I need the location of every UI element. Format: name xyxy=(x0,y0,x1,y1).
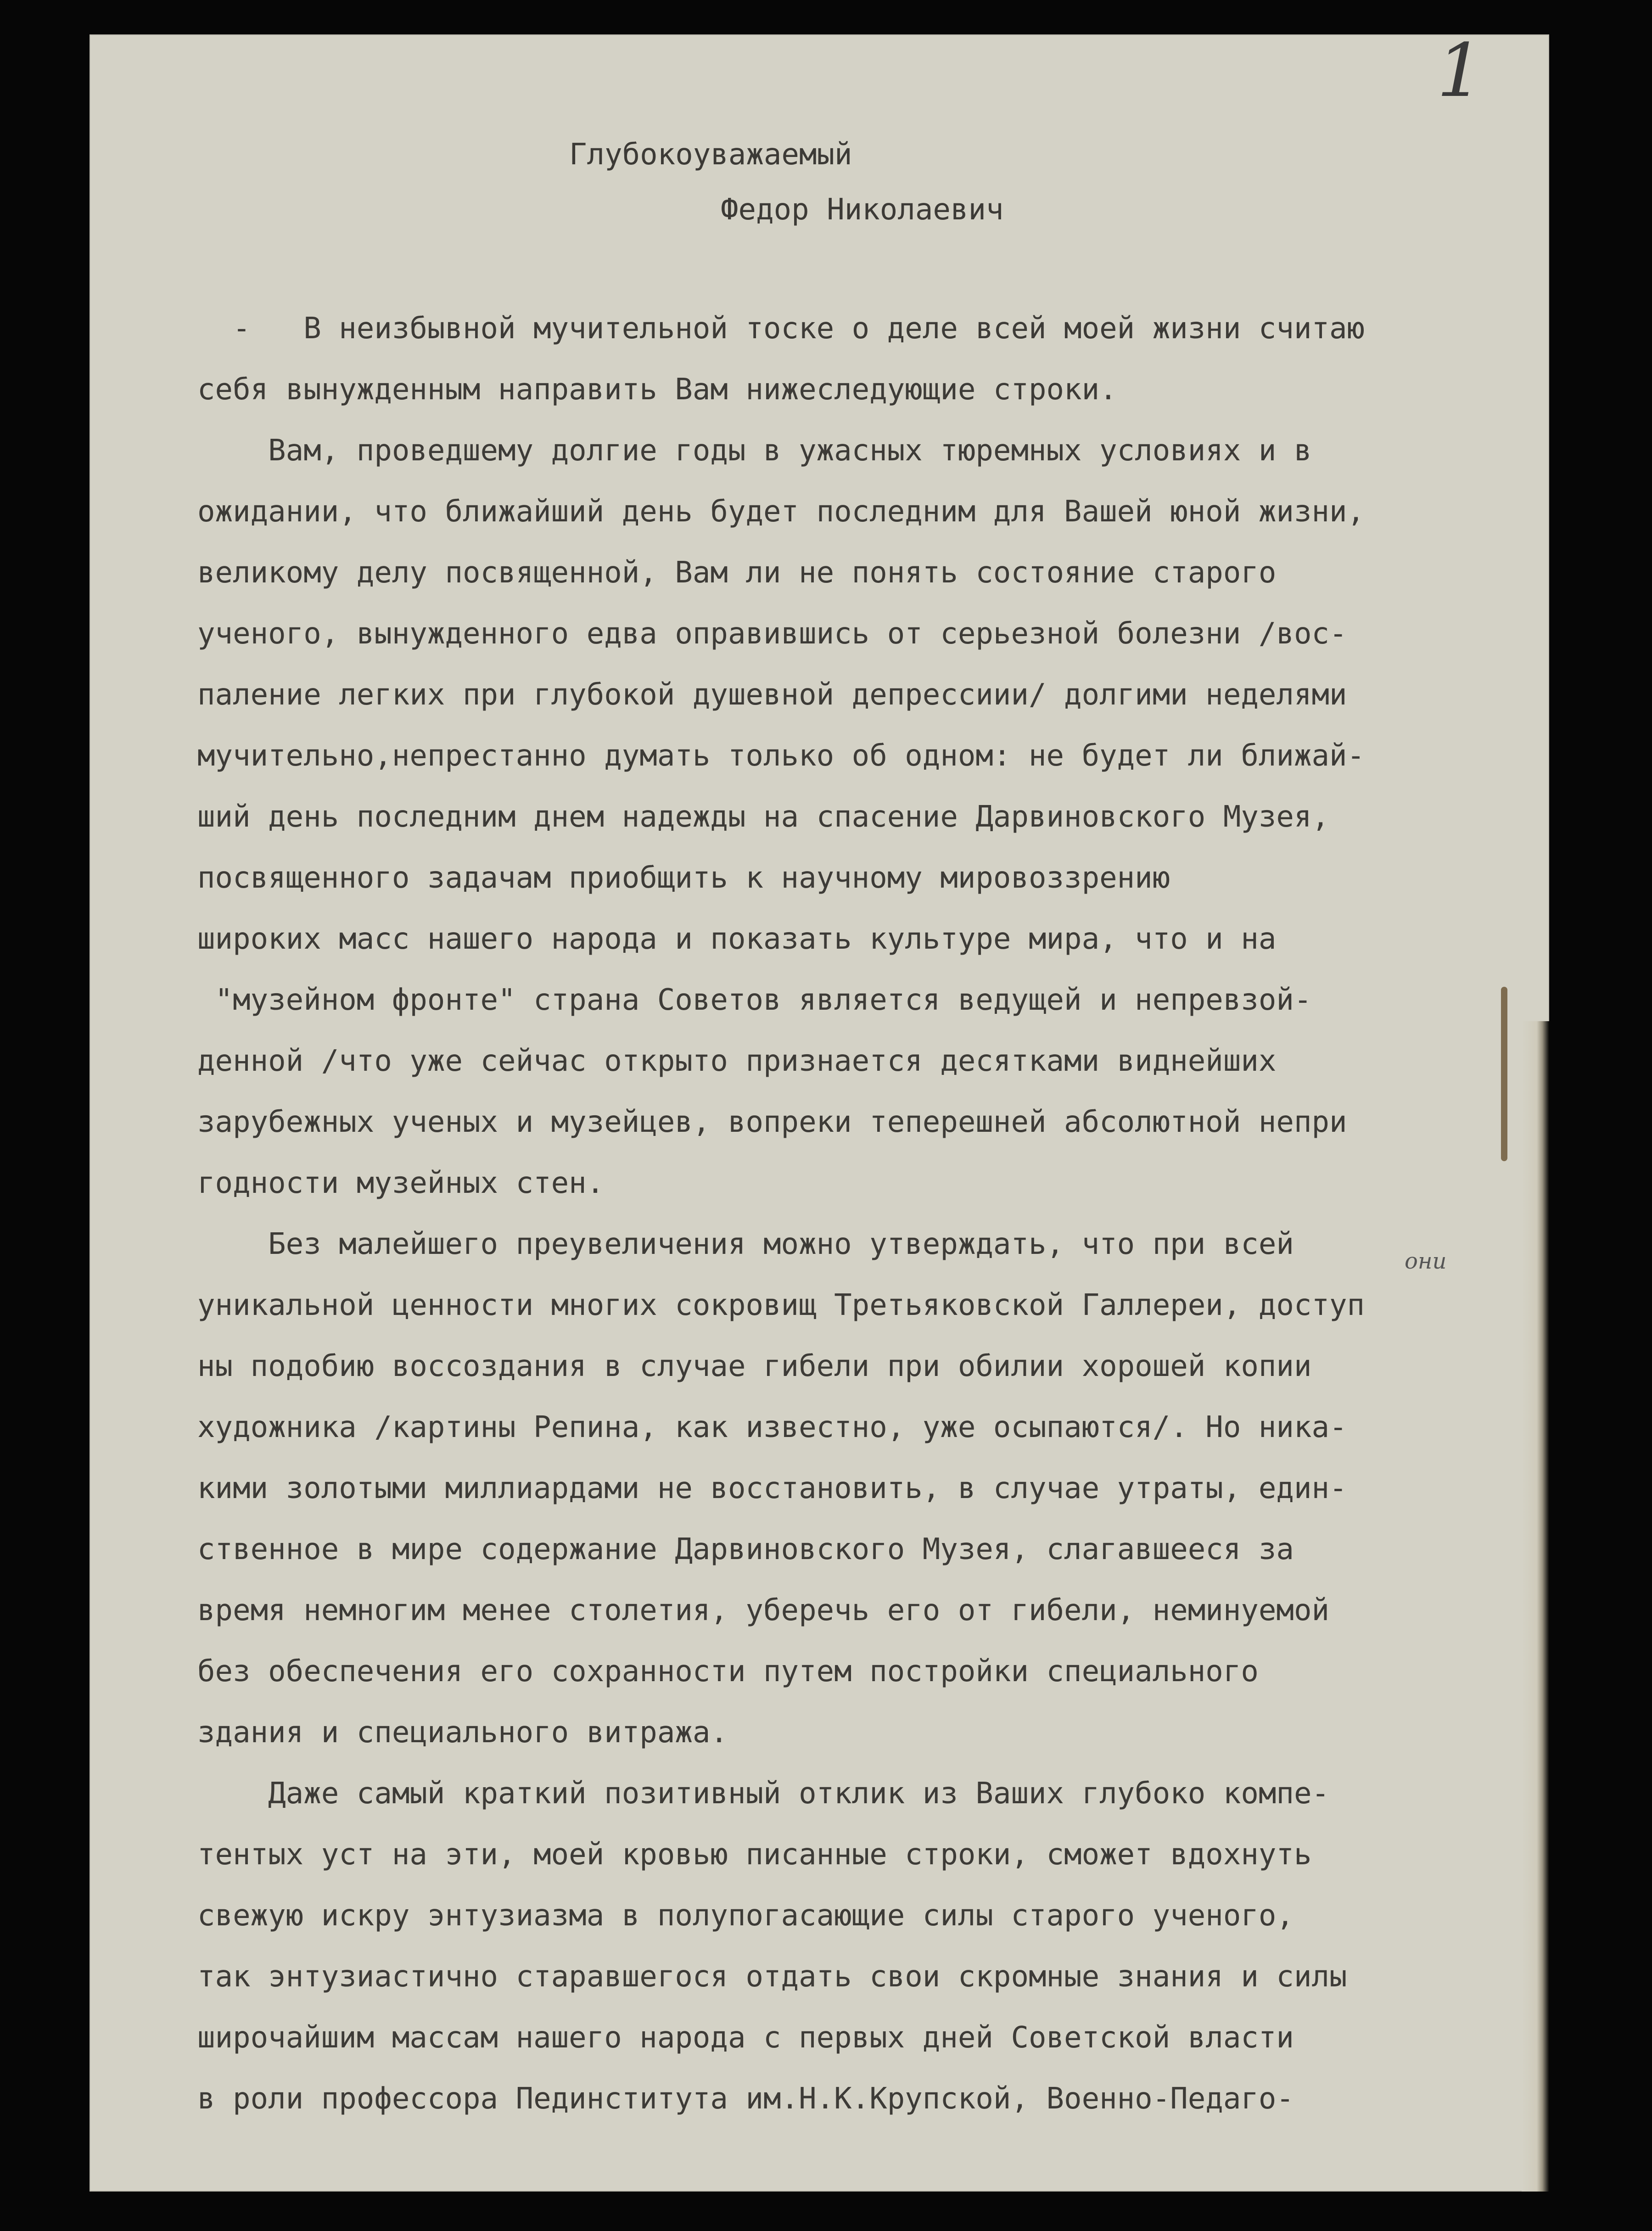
body-line: - В неизбывной мучительной тоске о деле всей моей жизни считаю xyxy=(197,312,1365,346)
handwritten-annotation: они xyxy=(1405,1248,1447,1274)
body-line: ший день последним днем надежды на спасение Дарвиновского Музея, xyxy=(197,800,1329,834)
body-line: художника /картины Репина, как известно, уже осыпаются/. Но ника- xyxy=(197,1410,1347,1444)
body-line: так энтузиастично старавшегося отдать свои скромные знания и силы xyxy=(197,1960,1347,1994)
body-line: Вам, проведшему долгие годы в ужасных тюремных условиях и в xyxy=(197,434,1312,468)
body-line: широких масс нашего народа и показать культуре мира, что и на xyxy=(197,922,1277,956)
body-line: ны подобию воссоздания в случае гибели при обилии хорошей копии xyxy=(197,1349,1312,1383)
body-line: мучительно,непрестанно думать только об одном: не будет ли ближай- xyxy=(197,739,1365,773)
salutation-line-1: Глубокоуважаемый xyxy=(569,138,852,172)
body-line: "музейном фронте" страна Советов является ведущей и непревзой- xyxy=(197,983,1312,1017)
body-line: кими золотыми миллиардами не восстановить, в случае утраты, един- xyxy=(197,1471,1347,1505)
body-line: ученого, вынужденного едва оправившись от серьезной болезни /вос- xyxy=(197,617,1347,651)
page-number: 1 xyxy=(1437,28,1484,113)
body-line: себя вынужденным направить Вам нижеследующие строки. xyxy=(197,373,1117,407)
body-line: время немногим менее столетия, уберечь его от гибели, неминуемой xyxy=(197,1594,1329,1627)
body-line: годности музейных стен. xyxy=(197,1166,605,1200)
body-line: Без малейшего преувеличения можно утверждать, что при всей xyxy=(197,1227,1294,1261)
body-line: зарубежных ученых и музейцев, вопреки теперешней абсолютной непри xyxy=(197,1105,1347,1139)
body-line: Даже самый краткий позитивный отклик из Ваших глубоко компе- xyxy=(197,1777,1329,1811)
letter-body xyxy=(197,298,1556,2130)
body-line: ственное в мире содержание Дарвиновского Музея, слагавшееся за xyxy=(197,1532,1294,1566)
body-line: уникальной ценности многих сокровищ Третьяковской Галлереи, доступ xyxy=(197,1288,1365,1322)
body-line: паление легких при глубокой душевной депрессиии/ долгими неделями xyxy=(197,678,1347,712)
body-line: без обеспечения его сохранности путем постройки специального xyxy=(197,1655,1259,1689)
body-line: тентых уст на эти, моей кровью писанные строки, сможет вдохнуть xyxy=(197,1838,1312,1872)
body-line: великому делу посвященной, Вам ли не понять состояние старого xyxy=(197,556,1277,590)
body-line: денной /что уже сейчас открыто признается десятками виднейших xyxy=(197,1044,1277,1078)
body-line: посвященного задачам приобщить к научному мировоззрению xyxy=(197,861,1170,895)
body-line: в роли профессора Пединститута им.Н.К.Крупской, Военно-Педаго- xyxy=(197,2082,1294,2116)
body-line: свежую искру энтузиазма в полупогасающие силы старого ученого, xyxy=(197,1899,1294,1933)
body-line: здания и специального витража. xyxy=(197,1716,728,1750)
body-line: ожидании, что ближайший день будет последним для Вашей юной жизни, xyxy=(197,495,1365,529)
salutation-line-2: Федор Николаевич xyxy=(721,193,1004,227)
body-line: широчайшим массам нашего народа с первых дней Советской власти xyxy=(197,2021,1294,2055)
